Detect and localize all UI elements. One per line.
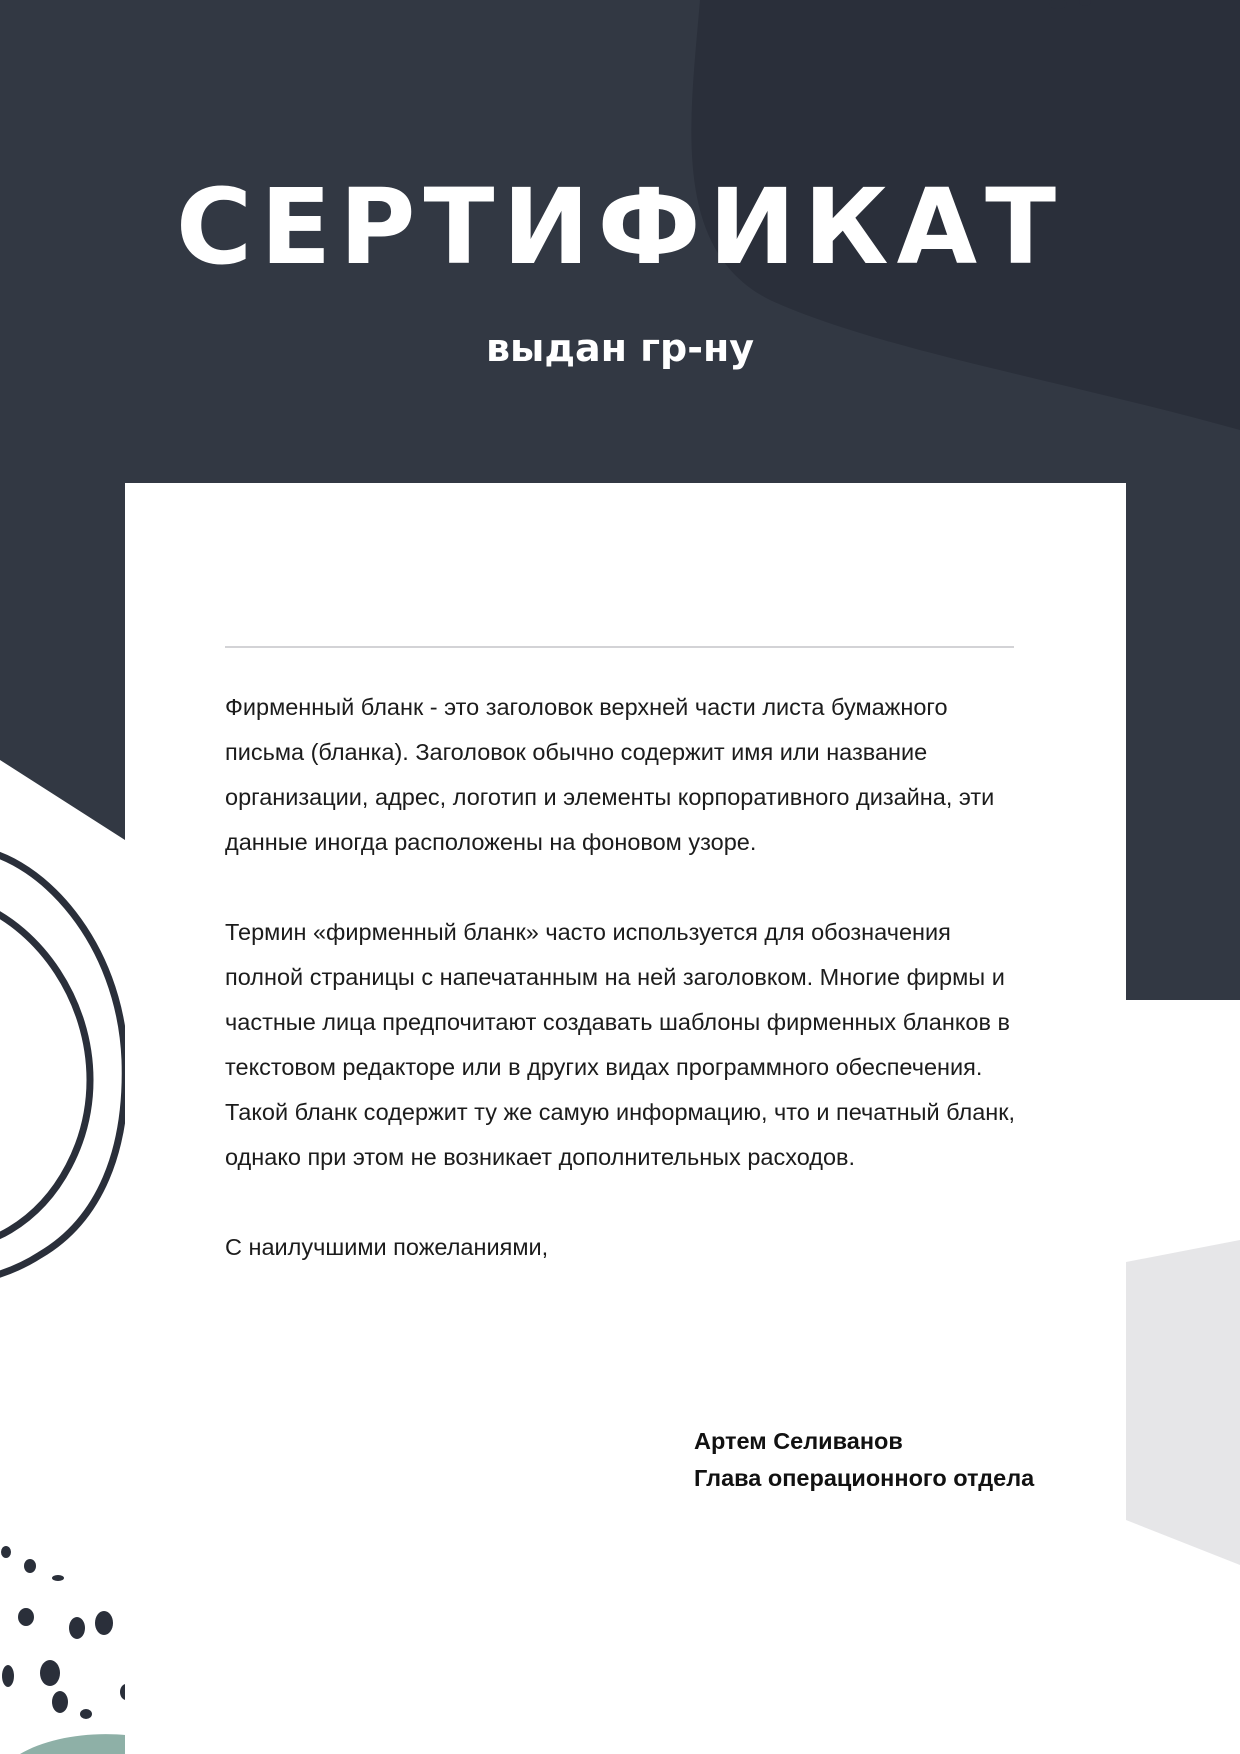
body-text xyxy=(225,685,1025,1315)
certificate-title: СЕРТИФИКАТ xyxy=(175,166,1065,288)
signature-block xyxy=(694,1423,1114,1497)
signer-name: Артем Селиванов xyxy=(694,1428,903,1454)
paragraph-2: Термин «фирменный бланк» часто используется для обозначения полной страницы с напечатанным на ней заголовком. Многие фирмы и частные лица предпочитают создавать шаблоны фирменных бланков в текстовом редакторе или в других видах программного обеспечения. Такой бланк содержит ту же самую информацию, что и печатный бланк, однако при этом не возникает дополнительных расходов. xyxy=(225,919,1016,1170)
signer-position: Глава операционного отдела xyxy=(694,1465,1035,1491)
content-card xyxy=(125,483,1126,1754)
loop-outline-outer xyxy=(0,850,125,1280)
closing-line: С наилучшими пожеланиями, xyxy=(225,1234,549,1260)
loop-outline-inner xyxy=(0,905,90,1242)
gray-shape-right xyxy=(1126,1240,1240,1565)
divider-line xyxy=(225,646,1014,648)
certificate-subtitle: выдан гр-ну xyxy=(485,326,755,370)
paragraph-1: Фирменный бланк - это заголовок верхней части листа бумажного письма (бланка). Заголовок обычно содержит имя или название организации, адрес, логотип и элементы корпоративного дизайна, эти данные иногда расположены на фоновом узоре. xyxy=(225,694,995,855)
